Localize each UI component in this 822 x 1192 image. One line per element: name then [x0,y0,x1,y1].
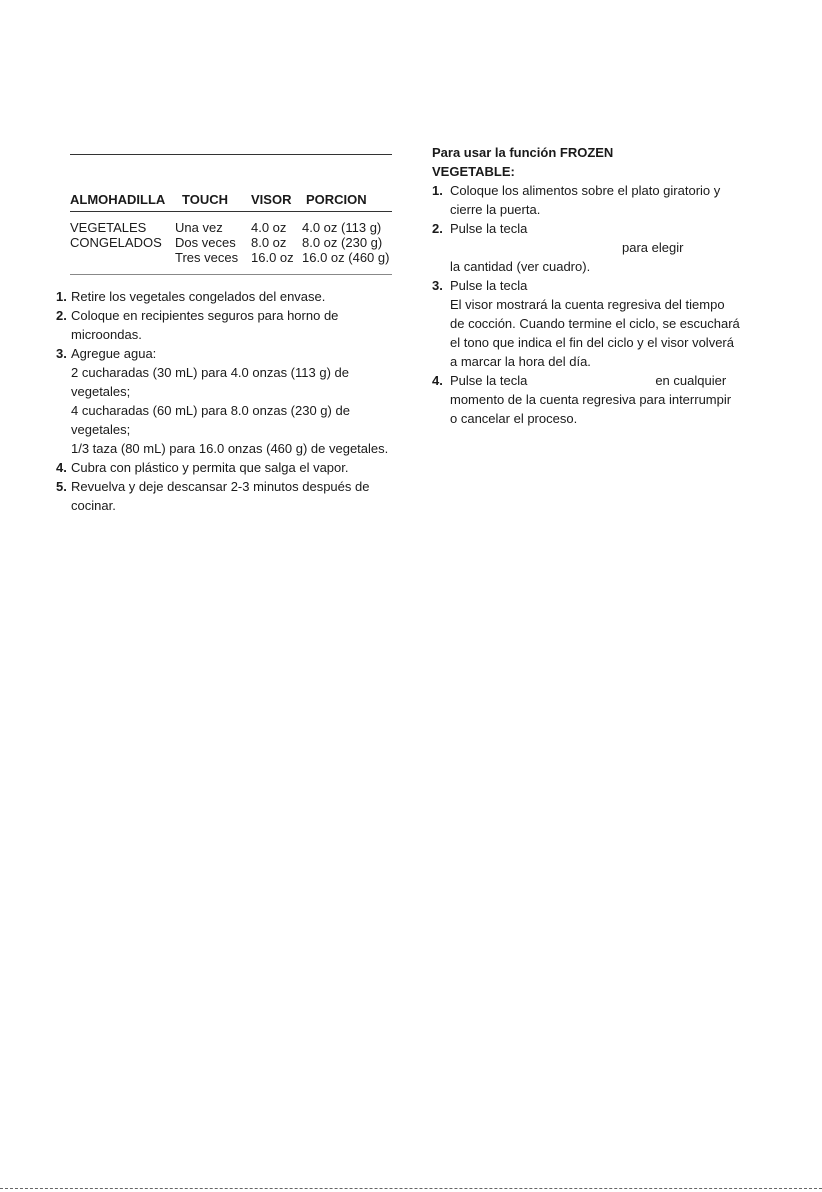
left-step-5 [56,477,396,515]
step-number: 4. [432,373,443,388]
left-step-1 [56,287,396,306]
table-top-rule [70,154,392,155]
step-text-line: Retire los vegetales congelados del envase. [71,289,326,304]
right-step-3: 3. Pulse la tecla El visor mostrará la cuenta regresiva del tiempo de cocción. Cuando termine el ciclo, se escuchará el tono que indica el fin del ciclo y el visor volverá a marcar la hora del día. [432,278,740,369]
step-number: 3. [432,278,443,293]
cell-visor: 16.0 oz [251,250,294,265]
right-step-1: 1. Coloque los alimentos sobre el plato giratorio y cierre la puerta. [432,183,721,217]
cell-visor: 8.0 oz [251,235,287,250]
step-number: 1. [432,183,443,198]
table-bottom-rule [70,274,392,275]
section-title: Para usar la función FROZEN VEGETABLE: [432,145,614,179]
cell-pad: VEGETALES [70,220,147,235]
cell-touch: Dos veces [175,235,236,250]
header-touch: TOUCH [182,192,228,207]
cell-touch: Una vez [175,220,223,235]
step-number: 3. [56,346,67,361]
cell-portion: 8.0 oz (230 g) [302,235,383,250]
step-text-line: Coloque en recipientes seguros para horno de [71,308,339,323]
step-number: 2. [56,308,67,323]
header-pad: ALMOHADILLA [70,192,166,207]
cell-visor: 4.0 oz [251,220,287,235]
left-step-4 [56,458,396,477]
left-step-3 [56,344,396,458]
header-portion: PORCION [306,192,367,207]
table-row [70,235,392,251]
step-text-line: Revuelva y deje descansar 2-3 minutos después de [71,479,370,494]
cell-pad: CONGELADOS [70,235,162,250]
table-row [70,250,392,266]
step-text-line: cocinar. [71,498,116,513]
step-text-line: microondas. [71,327,142,342]
step-number: 2. [432,221,443,236]
cell-portion: 16.0 oz (460 g) [302,250,390,265]
step-text-line: vegetales; [71,384,131,399]
right-step-4: 4. Pulse la tecla en cualquier momento de la cuenta regresiva para interrumpir o cancelar el proceso. [432,373,732,426]
step-text-line: 1/3 taza (80 mL) para 16.0 onzas (460 g) de vegetales. [71,441,389,456]
step-text-line: 2 cucharadas (30 mL) para 4.0 onzas (113 g) de [71,365,349,380]
step-number: 4. [56,460,67,475]
right-column [432,143,762,428]
table-header-rule [70,211,392,212]
step-number: 5. [56,479,67,494]
cell-touch: Tres veces [175,250,239,265]
table-row [70,220,392,236]
left-step-2 [56,306,396,344]
page-bottom-divider [0,1188,822,1189]
left-step-list [56,287,396,515]
step-text-line: vegetales; [71,422,131,437]
step-number: 1. [56,289,67,304]
cell-portion: 4.0 oz (113 g) [302,220,382,235]
right-step-2: 2. Pulse la tecla para elegir la cantidad (ver cuadro). [432,221,684,274]
step-text-line: Cubra con plástico y permita que salga el vapor. [71,460,349,475]
step-text-line: Agregue agua: [71,346,157,361]
header-visor: VISOR [251,192,292,207]
step-text-line: 4 cucharadas (60 mL) para 8.0 onzas (230 g) de [71,403,350,418]
